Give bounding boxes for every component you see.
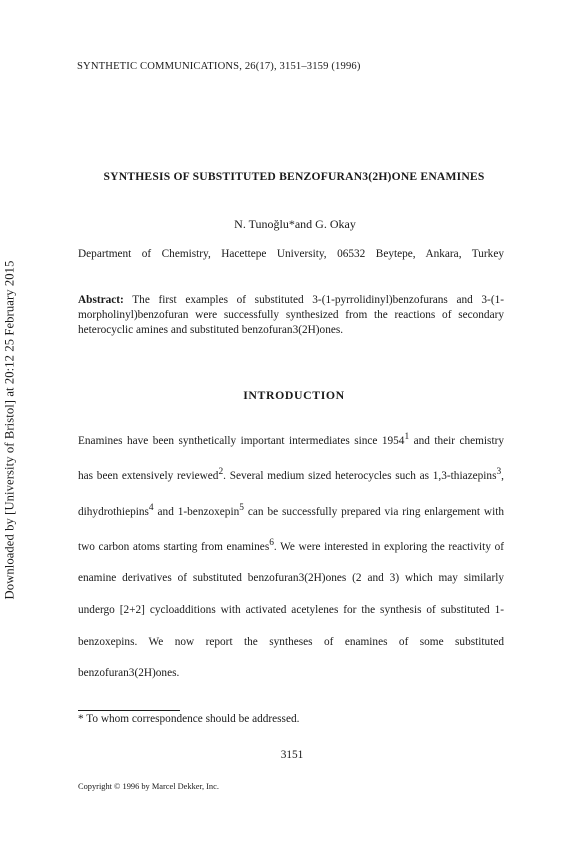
- citation-1: 1: [404, 432, 410, 442]
- download-sidebar: [2, 245, 18, 615]
- author-affiliation: Department of Chemistry, Hacettepe University, 06532 Beytepe, Ankara, Turkey: [78, 248, 504, 260]
- copyright-notice: Copyright © 1996 by Marcel Dekker, Inc.: [78, 782, 219, 791]
- paragraph-text: Enamines have been synthetically important intermediates since 1954: [78, 434, 405, 447]
- download-note: Downloaded by [University of Bristol] at 20:12 25 February 2015: [2, 260, 17, 600]
- introduction-heading: INTRODUCTION: [243, 388, 345, 402]
- paragraph-text: can be successfully prepared via ring enlargement with two carbon atoms starting from enamines: [78, 505, 504, 553]
- paragraph-text: , dihydrothiepins: [78, 470, 504, 518]
- abstract-text: The first examples of substituted 3-(1-pyrrolidinyl)benzofurans and 3-(1-morpholinyl)benzofuran were successfully synthesized from the reactions of secondary heterocyclic amines and substituted benzofuran3(2H)ones.: [78, 294, 504, 336]
- abstract: [78, 293, 504, 338]
- introduction-paragraph: [78, 422, 504, 690]
- journal-header: SYNTHETIC COMMUNICATIONS, 26(17), 3151–3159 (1996): [77, 61, 361, 72]
- abstract-label: Abstract:: [78, 294, 124, 306]
- article-authors: N. Tunoğlu*and G. Okay: [234, 217, 356, 231]
- footnote-divider: [78, 710, 180, 711]
- citation-3: 3: [496, 467, 502, 478]
- page-number: 3151: [280, 749, 304, 761]
- citation-2: 2: [218, 467, 224, 478]
- paragraph-text: . Several medium sized heterocycles such as 1,3-thiazepins: [223, 470, 497, 483]
- citation-6: 6: [269, 538, 274, 549]
- paragraph-text: and their chemistry has been extensively reviewed: [78, 434, 504, 483]
- citation-4: 4: [148, 502, 154, 513]
- citation-5: 5: [239, 502, 244, 513]
- paragraph-text: and 1-benzoxepin: [153, 505, 240, 518]
- footnote: * To whom correspondence should be addressed.: [78, 713, 300, 725]
- paragraph-text: . We were interested in exploring the reactivity of enamine derivatives of substituted benzofuran3(2H)ones (2 and 3) which may similarly undergo [2+2] cycloadditions with activated acetylenes for the synthesis of substituted 1-benzoxepins. We now report the syntheses of enamines of some substituted benzofuran3(2H)ones.: [78, 540, 504, 680]
- article-title: SYNTHESIS OF SUBSTITUTED BENZOFURAN3(2H)ONE ENAMINES: [103, 170, 485, 183]
